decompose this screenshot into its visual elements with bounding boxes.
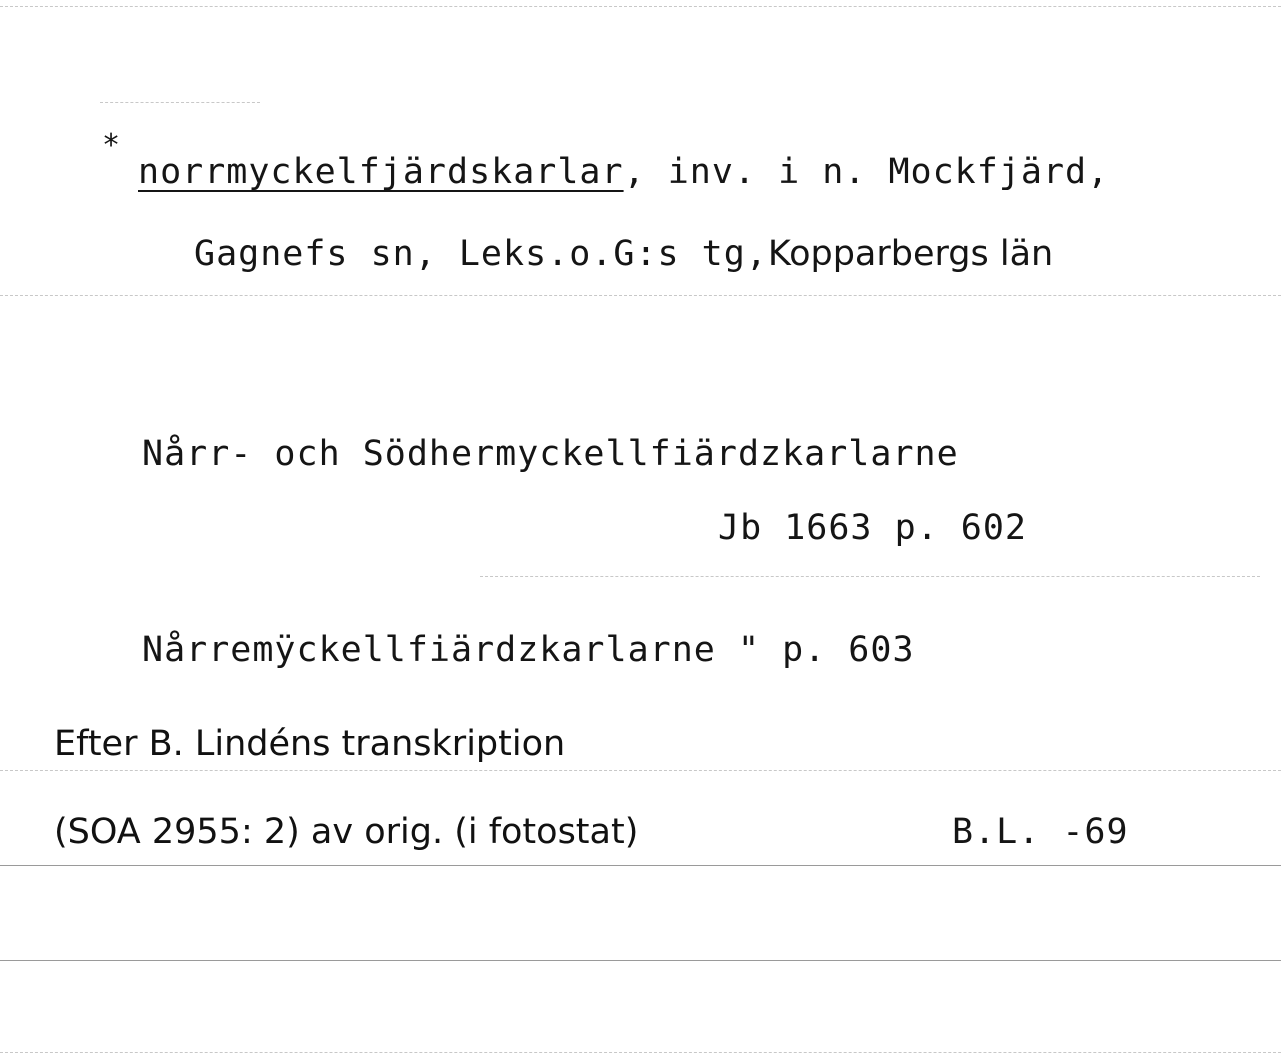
ruled-line — [0, 6, 1281, 7]
headword-line — [138, 152, 1109, 192]
location-stamp: Kopparbergs län — [767, 234, 1054, 274]
ruled-line — [0, 770, 1281, 771]
form-2: Nårremÿckellfiärdzkarlarne " p. 603 — [142, 630, 915, 670]
headword-tail: , inv. i n. Mockfjärd, — [623, 152, 1110, 192]
ruled-line — [0, 865, 1281, 866]
source-line-2: (SOA 2955: 2) av orig. (i fotostat) — [54, 812, 639, 852]
ruled-line — [0, 295, 1281, 296]
ruled-line — [100, 102, 260, 103]
headword-marker: * — [102, 128, 122, 163]
ruled-line — [480, 576, 1260, 577]
location-typed: Gagnefs sn, Leks.o.G:s tg, — [194, 234, 768, 274]
ruled-line — [0, 960, 1281, 961]
signature: B.L. -69 — [952, 812, 1129, 852]
ruled-line — [0, 1052, 1281, 1053]
source-line-1: Efter B. Lindéns transkription — [54, 724, 566, 764]
form-1: Nårr- och Södhermyckellfiärdzkarlarne — [142, 434, 959, 474]
form-1-reference: Jb 1663 p. 602 — [718, 508, 1028, 548]
headword: norrmyckelfjärdskarlar — [138, 152, 624, 192]
location-line — [194, 234, 1053, 274]
